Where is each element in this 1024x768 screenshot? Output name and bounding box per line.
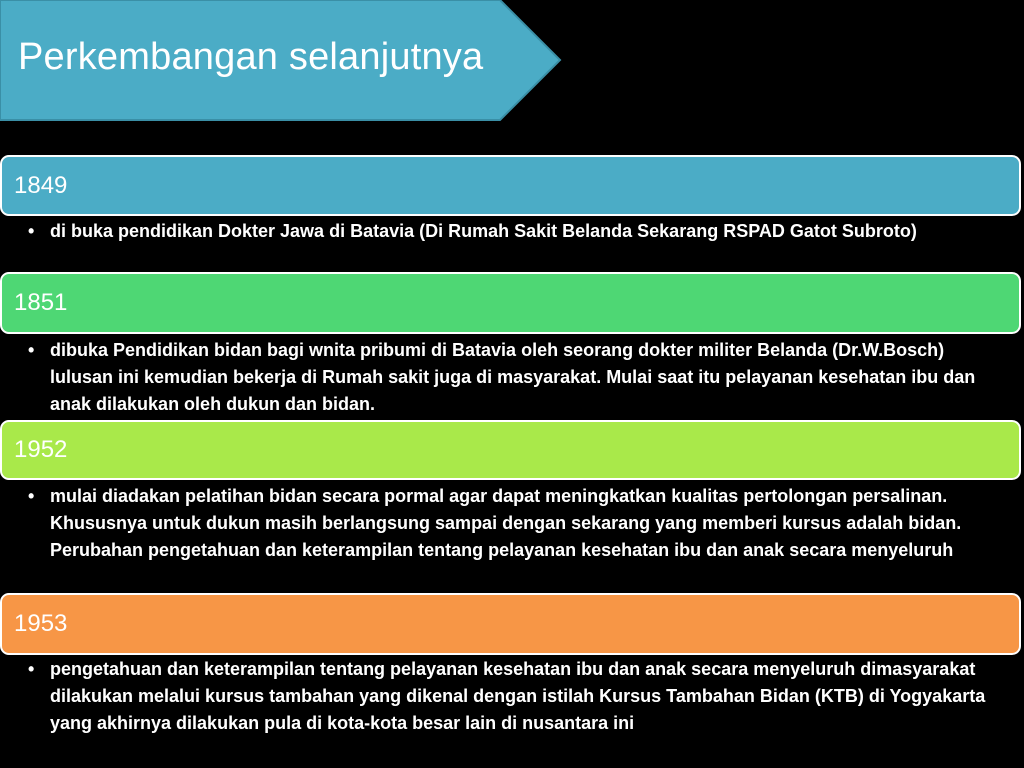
timeline-item-1953 [28, 656, 1008, 737]
year-bar-1953 [0, 593, 1021, 655]
timeline-text: mulai diadakan pelatihan bidan secara pormal agar dapat meningkatkan kualitas pertolongan persalinan. Khususnya untuk dukun masih berlangsung sampai dengan sekarang yang memberi kursus adalah bidan. Perubahan pengetahuan dan keterampilan tentang pelayanan kesehatan ibu dan anak secara menyeluruh [50, 486, 962, 560]
bullet-icon: • [28, 486, 35, 506]
year-label: 1851 [14, 289, 68, 316]
year-bar-1849 [0, 155, 1021, 216]
year-label: 1849 [14, 171, 68, 199]
timeline-item-1851 [28, 337, 1008, 418]
bullet-icon: • [28, 221, 35, 241]
page-title: Perkembangan selanjutnya [18, 36, 484, 78]
year-label: 1953 [14, 610, 68, 637]
year-bar-1952 [0, 420, 1021, 480]
timeline-text: pengetahuan dan keterampilan tentang pelayanan kesehatan ibu dan anak secara menyeluruh dimasyarakat dilakukan melalui kursus tambahan yang dikenal dengan istilah Kursus Tambahan Bidan (KTB) di Yogyakarta yang akhirnya dilakukan pula di kota-kota besar lain di nusantara ini [50, 659, 986, 733]
timeline-item-1952 [28, 483, 1008, 564]
timeline-text: di buka pendidikan Dokter Jawa di Batavia (Di Rumah Sakit Belanda Sekarang RSPAD Gatot Subroto) [50, 221, 917, 241]
timeline-item-1849 [28, 218, 1008, 245]
bullet-icon: • [28, 659, 35, 679]
title-banner [0, 0, 562, 121]
bullet-icon: • [28, 340, 35, 360]
timeline-text: dibuka Pendidikan bidan bagi wnita pribumi di Batavia oleh seorang dokter militer Belanda (Dr.W.Bosch) lulusan ini kemudian bekerja di Rumah sakit juga di masyarakat. Mulai saat itu pelayanan kesehatan ibu dan anak dilakukan oleh dukun dan bidan. [50, 340, 976, 414]
year-label: 1952 [14, 436, 68, 463]
year-bar-1851 [0, 272, 1021, 334]
